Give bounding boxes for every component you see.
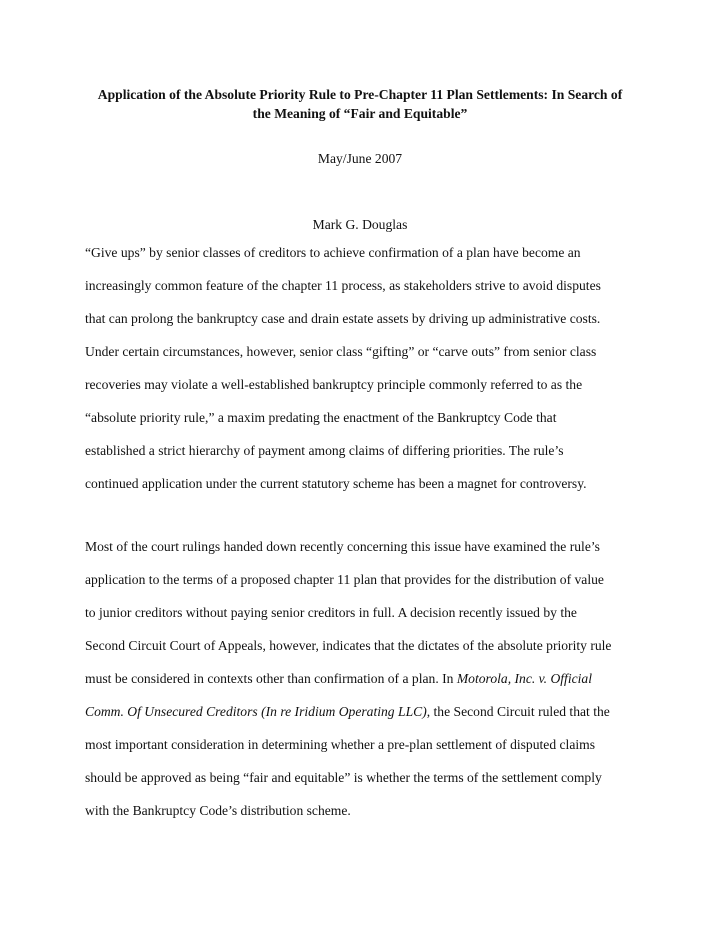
paragraph-2-line: Second Circuit Court of Appeals, however, indicates that the dictates of the absolute priority rule	[85, 638, 612, 653]
case-citation-italic: Motorola, Inc. v. Official	[456, 671, 592, 686]
paragraph-2-line	[85, 703, 610, 721]
paragraph-1-line: “absolute priority rule,” a maxim predating the enactment of the Bankruptcy Code that	[85, 410, 557, 425]
paragraph-2-text: must be considered in contexts other than confirmation of a plan. In	[85, 671, 457, 686]
paragraph-2-text: , the Second Circuit ruled that the	[426, 704, 610, 719]
paragraph-2-line: application to the terms of a proposed chapter 11 plan that provides for the distribution of value	[85, 572, 604, 587]
paragraph-1-line: Under certain circumstances, however, senior class “gifting” or “carve outs” from senior class	[85, 344, 597, 359]
document-title	[60, 85, 660, 123]
paragraph-1-line: “Give ups” by senior classes of creditors to achieve confirmation of a plan have become an	[85, 245, 581, 260]
paragraph-2-line: Most of the court rulings handed down recently concerning this issue have examined the rule’s	[85, 539, 600, 554]
paragraph-2-line: most important consideration in determining whether a pre-plan settlement of disputed claims	[85, 737, 596, 752]
paragraph-1-line: recoveries may violate a well-established bankruptcy principle commonly referred to as the	[85, 377, 583, 392]
paragraph-2-line: should be approved as being “fair and equitable” is whether the terms of the settlement comply	[85, 770, 602, 785]
paragraph-1-line: that can prolong the bankruptcy case and drain estate assets by driving up administrative costs.	[85, 311, 601, 326]
paragraph-2-line: to junior creditors without paying senior creditors in full. A decision recently issued by the	[85, 605, 577, 620]
title-line-2: the Meaning of “Fair and Equitable”	[252, 106, 468, 121]
title-line-1: Application of the Absolute Priority Rule to Pre-Chapter 11 Plan Settlements: In Search of	[97, 87, 623, 102]
paragraph-2-line	[85, 670, 592, 688]
paragraph-2-line: with the Bankruptcy Code’s distribution scheme.	[85, 803, 351, 818]
paragraph-1-line: increasingly common feature of the chapter 11 process, as stakeholders strive to avoid disputes	[85, 278, 601, 293]
paragraph-1-line: continued application under the current statutory scheme has been a magnet for controversy.	[85, 476, 587, 491]
paragraph-1-line: established a strict hierarchy of payment among claims of differing priorities. The rule’s	[85, 443, 564, 458]
publication-date: May/June 2007	[317, 151, 403, 166]
case-citation-italic: Comm. Of Unsecured Creditors (In re Iridium Operating LLC)	[85, 704, 427, 719]
author-name: Mark G. Douglas	[312, 217, 408, 232]
